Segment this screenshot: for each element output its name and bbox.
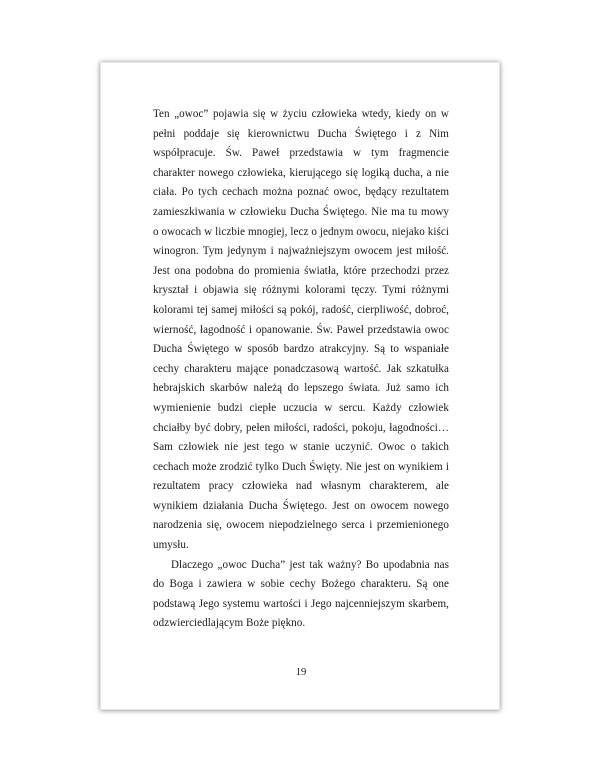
book-page [100, 62, 500, 710]
page-text-column [153, 105, 449, 630]
page-number: 19 [295, 667, 307, 678]
body-paragraph: Dlaczego „owoc Ducha” jest tak ważny? Bo upodabnia nas do Boga i zawiera w sobie cechy Bożego charakteru. Są one podstawą Jego systemu wartości i Jego najcenniejszym skarbem, odzwierciedlającym Boże piękno. [153, 558, 449, 630]
body-paragraph: Ten „owoc” pojawia się w życiu człowieka wtedy, kiedy on w pełni poddaje się kierownictwu Ducha Świętego i z Nim współpracuje. Św. Paweł przedstawia w tym fragmencie charakter nowego człowieka, kierującego się logiką ducha, a nie ciała. Po tych cechach można poznać owoc, będący rezultatem zamieszkiwania w człowieku Ducha Świętego. Nie ma tu mowy o owocach w liczbie mnogiej, lecz o jednym owocu, niejako kiści winogron. Tym jedynym i najważniejszym owocem jest miłość. Jest ona podobna do promienia światła, które przechodzi przez kryształ i objawia się różnymi kolorami tęczy. Tymi różnymi kolorami tej samej miłości są pokój, radość, cierpliwość, dobroć, wierność, łagodność i opanowanie. Św. Paweł przedstawia owoc Ducha Świętego w sposób bardzo atrakcyjny. Są to wspaniałe cechy charakteru mające ponadczasową wartość. Jak szkatułka hebrajskich skarbów należą do lepszego świata. Już samo ich wymienienie budzi ciepłe uczucia w sercu. Każdy człowiek chciałby być dobry, pełen miłości, radości, pokoju, łagodności… Sam człowiek nie jest tego w stanie uczynić. Owoc o takich cechach może zrodzić tylko Duch Święty. Nie jest on wynikiem i rezultatem pracy człowieka nad własnym charakterem, ale wynikiem działania Ducha Świętego. Jest on owocem nowego narodzenia się, owocem niepodzielnego serca i przemienionego umysłu. [153, 108, 449, 552]
